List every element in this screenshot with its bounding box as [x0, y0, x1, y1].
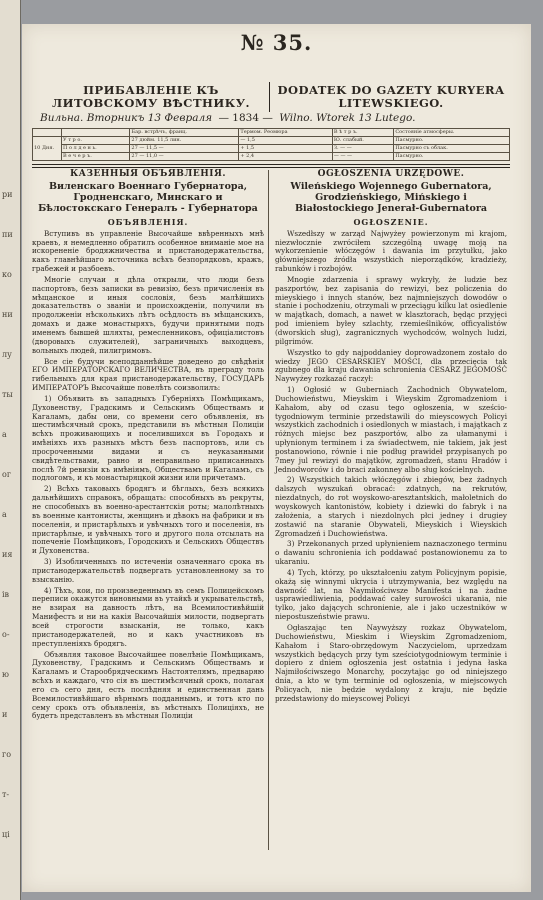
weather-cell: — 1,5 — [239, 137, 333, 145]
dateline — [40, 112, 510, 124]
newspaper-page — [22, 24, 531, 892]
date-pl: Wilno. Wtorek 13 Lutego. — [279, 112, 416, 124]
left-paragraph: Вступивъ въ управленіе Высочайше ввѣренныхъ мнѣ краевъ, я немедленно обратилъ особенное вниманіе мое на искорененіе бродяжничества и пристанодержательства, какъ главнѣйшаго источника всѣхъ безпорядковъ, кражъ, грабежей и разбоевъ. — [32, 228, 264, 274]
weather-row — [33, 153, 510, 161]
right-paragraph: Ogłaszając ten Naywyższy rozkaz Obywatelom, Duchowieństwu, Mieskim i Wieyskim Zgromadzeniom, Kahałom i Staro-obrzędowym Naczycielom, uprzedzam wszystkich będących przy tym sześciotygodniowym terminie i dopiero z dniem ogłoszenia jest ostatnia i jedyna łaska Najmiłościwszego Monarchy, poczytając go od niniejszego dnia, a kto w tym terminie od ogłoszenia, w miejscowych Policyach, nie będzie wydalony z kraju, nie będzie przedstawiony do mieyscowej Policyi — [275, 622, 507, 703]
right-section-title: OGŁOSZENIA URZĘDOWE. — [317, 169, 465, 179]
weather-cell — [62, 129, 130, 137]
weather-cell: В ѣ т р ъ. — [332, 129, 393, 137]
right-paragraph: Wszystko to gdy najpoddaniey doprowadzonem zostało do wiedzy JEGO CESARSKIEY MOŚCI, dla przecięcia tak zgubnego dla kraju dawania schronienia CESARZ JEGOMOŚĆ Naywyżey rozkazać raczył: — [275, 347, 507, 384]
weather-row — [33, 145, 510, 153]
left-paragraph: Объявляя таковое Высочайшее повелѣніе Помѣщикамъ, Духовенству, Градскимъ и Сельскимъ Обществамъ и Кагаламъ и Старообрядческимъ Настоятелямъ, предваряю всѣхъ и каждаго, что сія въ шестимѣсячный срокъ, полагая его съ сего дня, есть послѣдняя и единственная дань Всемилостивѣйшаго вѣрнымъ подданнымъ, и тотъ кто по сему срокъ отъ объявленія, въ мѣстныхъ Полиціяхъ, не будетъ представленъ въ мѣстныя Полиціи — [32, 649, 264, 721]
weather-row — [33, 137, 510, 145]
left-page-fragment: ри — [2, 190, 13, 199]
left-page-fragment: ів — [2, 590, 10, 599]
left-page-fragment: ни — [2, 310, 13, 319]
left-page-fragment: ко — [2, 270, 12, 279]
right-paragraphs — [275, 230, 507, 704]
left-paragraph: Многіе случаи я дѣла открыли, что люди безъ паспортовъ, безъ записки въ ревизію, безъ причисленія въ мѣщанское и иныя сословія, безъ малѣйшихъ доказательствъ о званіи и происхожденіи, получили въ продолженіи нѣсколькихъ лѣтъ осѣдлость въ мѣщанскихъ, домахъ и даже монастыряхъ, будучи принятыми подъ именемъ бывшей шляхты, ремесленниковъ, офиціалистовъ (дворовыхъ служителей), заграничныхъ выходцевъ, вольныхъ людей, пилигримовъ. — [32, 274, 264, 355]
left-page-fragment: о- — [2, 630, 10, 639]
left-column — [32, 170, 264, 723]
weather-cell: 27 дюйм. 11,5 лин. — [130, 137, 239, 145]
right-heading: OGŁOSZENIE. — [353, 216, 429, 227]
weather-cell: Бар. встрѣчъ, франц. — [130, 129, 239, 137]
issue-number: № 35. — [240, 30, 313, 55]
right-paragraph: 4) Tych, którzy, po ukształceniu zatym Policyjnym popisie, okażą się winnymi ukrycia i utrzymywania, bez względu na dawność lat, na Naymiłościwsze Manifesta i na żadne usprawiedliwienia, poddawać całey surowości ukarania, nie tylko, jako dających schronienie, ale i jako uczestników w niepostuszeństwie prawu. — [275, 567, 507, 622]
left-page-fragment: ю — [2, 670, 9, 679]
left-page-fragment: пи — [2, 230, 13, 239]
left-page-fragment: т- — [2, 790, 10, 799]
left-page-fragment: а — [2, 430, 7, 439]
weather-cell: Пасмурно. — [394, 153, 510, 161]
weather-cell: У т р о. — [62, 137, 130, 145]
top-rule — [32, 164, 510, 165]
right-paragraph: Mnogie zdarzenia i sprawy wykryły, że ludzie bez paszportów, bez zapisania do rewizyi, bez policzenia do mieyskiego i innych stanów, bez najmniejszych dowodów o stanie i pochodzeniu, otrzymali w przeciągu kilku lat osiedlenie w majątkach, domach, a nawet w klasztorach, będąc przyjęci pod imieniem byłey szlachty, rzemieślników, officyalistów (dworskich sług), zagranicznych wychodców, wolnych ludzi, pilgrimów. — [275, 274, 507, 346]
right-paragraph: 1) Ogłosić w Guberniach Zachodnich Obywatelom, Duchowieństwu, Mieyskim i Wieyskim Zgromadzeniom i Kahałom, aby od czasu tego ogłoszenia, w sześcio-tygodniowym terminie przedstawili do mieyscowych Policyi wszystkich zachodnich i osiedlonych w miastach, i majątkach z różnych miejsc bez paszportów, albo za ułamanymi i upłynionym terminem i za świadectwem, nie takiem, jak jest postanowiono, równie i nie podług prawideł przypisanych po 7mey jul rewizyi do majątków, zgromadzeń, stanu Hradów i Jednodworców i do braci zakonney albo sług kościelnych. — [275, 385, 507, 474]
weather-day: 10 Дня. — [33, 137, 62, 161]
weather-cell: В е ч е р ъ. — [62, 153, 130, 161]
right-paragraph: 3) Przekonanych przed upłynieniem naznaczonego terminu o dawaniu schronienia ich poddawać postanowionemu za to ukaraniu. — [275, 539, 507, 567]
weather-row — [33, 129, 510, 137]
date-ru: Вильна. Вторникъ 13 Февраля — [40, 112, 213, 124]
weather-cell: 27 — 11,0 — — [130, 153, 239, 161]
weather-cell: Пасмурно съ облак. — [394, 145, 510, 153]
date-year: — 1834 — — [218, 112, 273, 124]
weather-cell: П о л д е н ь. — [62, 145, 130, 153]
column-divider — [268, 170, 269, 850]
left-page-fragment: и — [2, 710, 8, 719]
weather-cell: 27 — 11,5 — — [130, 145, 239, 153]
weather-cell: — — — — [332, 153, 393, 161]
left-page-fragment: ия — [2, 550, 13, 559]
right-column — [275, 170, 507, 706]
weather-cell: Пасмурно. — [394, 137, 510, 145]
polish-title: DODATEK DO GAZETY KURYERA LITEWSKIEGO. — [277, 83, 505, 110]
top-rule-double — [32, 167, 510, 168]
left-paragraph: 4) Тѣхъ, кои, по произведеннымъ въ семъ Полицейскомъ переписи окажутся виновными въ утайкѣ и укрывательствѣ, не взирая на давность лѣтъ, на Всемилостивѣйшій Манифестъ и ни на какія Высочайшія милости, подвергать всей строгости взысканія, не только, какъ пристанодержателей, но и какъ участниковъ въ преступленіяхъ бродягъ. — [32, 585, 264, 648]
right-paragraph: Wszedłszy w zarząd Najwyżey powierzonym mi krajom, niezwłocznie zwróciłem szczególną uwagę moją na wykorzenienie włóczęgów i dawania im przytułku, jako główniejszego źródła wszystkich nieporządków, kradzieży, rabunków i rozbojów. — [275, 228, 507, 274]
left-page-fragment: ог — [2, 470, 12, 479]
weather-cell: + 1,5 — [239, 145, 333, 153]
weather-cell: + 2,4 — [239, 153, 333, 161]
left-paragraphs — [32, 230, 264, 722]
left-subtitle: Виленскаго Военнаго Губернатора, Гродненскаго, Минскаго и Бѣлостокскаго Генералъ - Губернатора — [38, 180, 258, 214]
left-section-title: КАЗЕННЫЯ ОБЪЯВЛЕНІЯ. — [69, 169, 227, 179]
left-paragraph: Все сіе будучи всеподданнѣйше доведено до свѣдѣнія ЕГО ИМПЕРАТОРСКАГО ВЕЛИЧЕСТВА, въ преграду толь гибельныхъ для края пристанодержательству, ГОСУДАРЬ ИМПЕРАТОРЪ Высочайше повелѣть соизволилъ: — [32, 356, 264, 393]
left-page-fragment: а — [2, 510, 7, 519]
left-page-fragment: ці — [2, 830, 10, 839]
weather-cell: Термом. Реомюра — [239, 129, 333, 137]
left-page-edge — [0, 0, 21, 900]
left-paragraph: 3) Изобличенныхъ по истеченіи означеннаго срока въ пристанодержательствѣ подвергать установленному за то взысканію. — [32, 557, 264, 584]
left-paragraph: 1) Объявить въ западныхъ Губерніяхъ Помѣщикамъ, Духовенству, Градскимъ и Сельскимъ Обществамъ и Кагаламъ, дабы они, со времени сего объявленія, въ шестимѣсячный срокъ, представили въ мѣстныя Полиціи всѣхъ проживающихъ и поселившихся въ Городахъ и имѣніяхъ ихъ разныхъ мѣстъ безъ паспортовъ, или съ просроченными видами и съ неуказанными свидѣтельствами, равно и неправильно приписанныхъ послѣ 7й ревизіи къ имѣніямъ, Обществамъ и Кагаламъ, съ подлогомъ, и къ монастыряцкой жизни или причетамъ. — [32, 393, 264, 483]
weather-cell: Ю. слабый. — [332, 137, 393, 145]
left-page-fragment: лу — [2, 350, 12, 359]
header-divider — [269, 82, 270, 112]
weather-cell — [33, 129, 62, 137]
weather-cell: Состояніе атмосферы. — [394, 129, 510, 137]
right-subtitle: Wileńskiego Wojennego Gubernatora, Grodzieńskiego, Mińskiego i Białostockiego Jenerał-Gubernatora — [290, 180, 492, 214]
right-paragraph: 2) Wszystkich takich włóczęgów i zbiegów, bez żadnych dalszych wyszukań obracać: zdatnych, na rekrutów, niezdatnych, do rot woyskowo-aresztantskich, małoletnich do woyskowych kantonistów, kobiety i dziewki do fabryk i na założenia, a starych i niezdolnych płci jedney i drugiey zostawić na staranie Obywateli, Mieyskich i Wieyskich Zgromadzeń i Duchowieństwa. — [275, 475, 507, 538]
weather-table — [32, 128, 510, 161]
weather-cell: З. — — — [332, 145, 393, 153]
left-page-fragment: го — [2, 750, 12, 759]
left-paragraph: 2) Всѣхъ таковыхъ бродягъ и бѣглыхъ, безъ всякихъ дальнѣйшихъ справокъ, обращать: способныхъ въ рекруты, не способныхъ въ военно-арестантскія роты; малолѣтныхъ въ военные кантонисты, женщинъ и дѣвокъ на фабрики и въ поселенія, и пристарѣлыхъ и увѣчныхъ того и поселенія, въ пристарѣлые, и увѣчныхъ того и другого пола отсылать на попеченіе Помѣщиковъ, Городскихъ и Сельскихъ Обществъ и Духовенства. — [32, 484, 264, 556]
russian-title: ПРИБАВЛЕНІЕ КЪ ЛИТОВСКОМУ ВѢСТНИКУ. — [51, 83, 251, 110]
left-heading: ОБЪЯВЛЕНІЯ. — [107, 216, 189, 227]
left-page-fragment: ты — [2, 390, 13, 399]
